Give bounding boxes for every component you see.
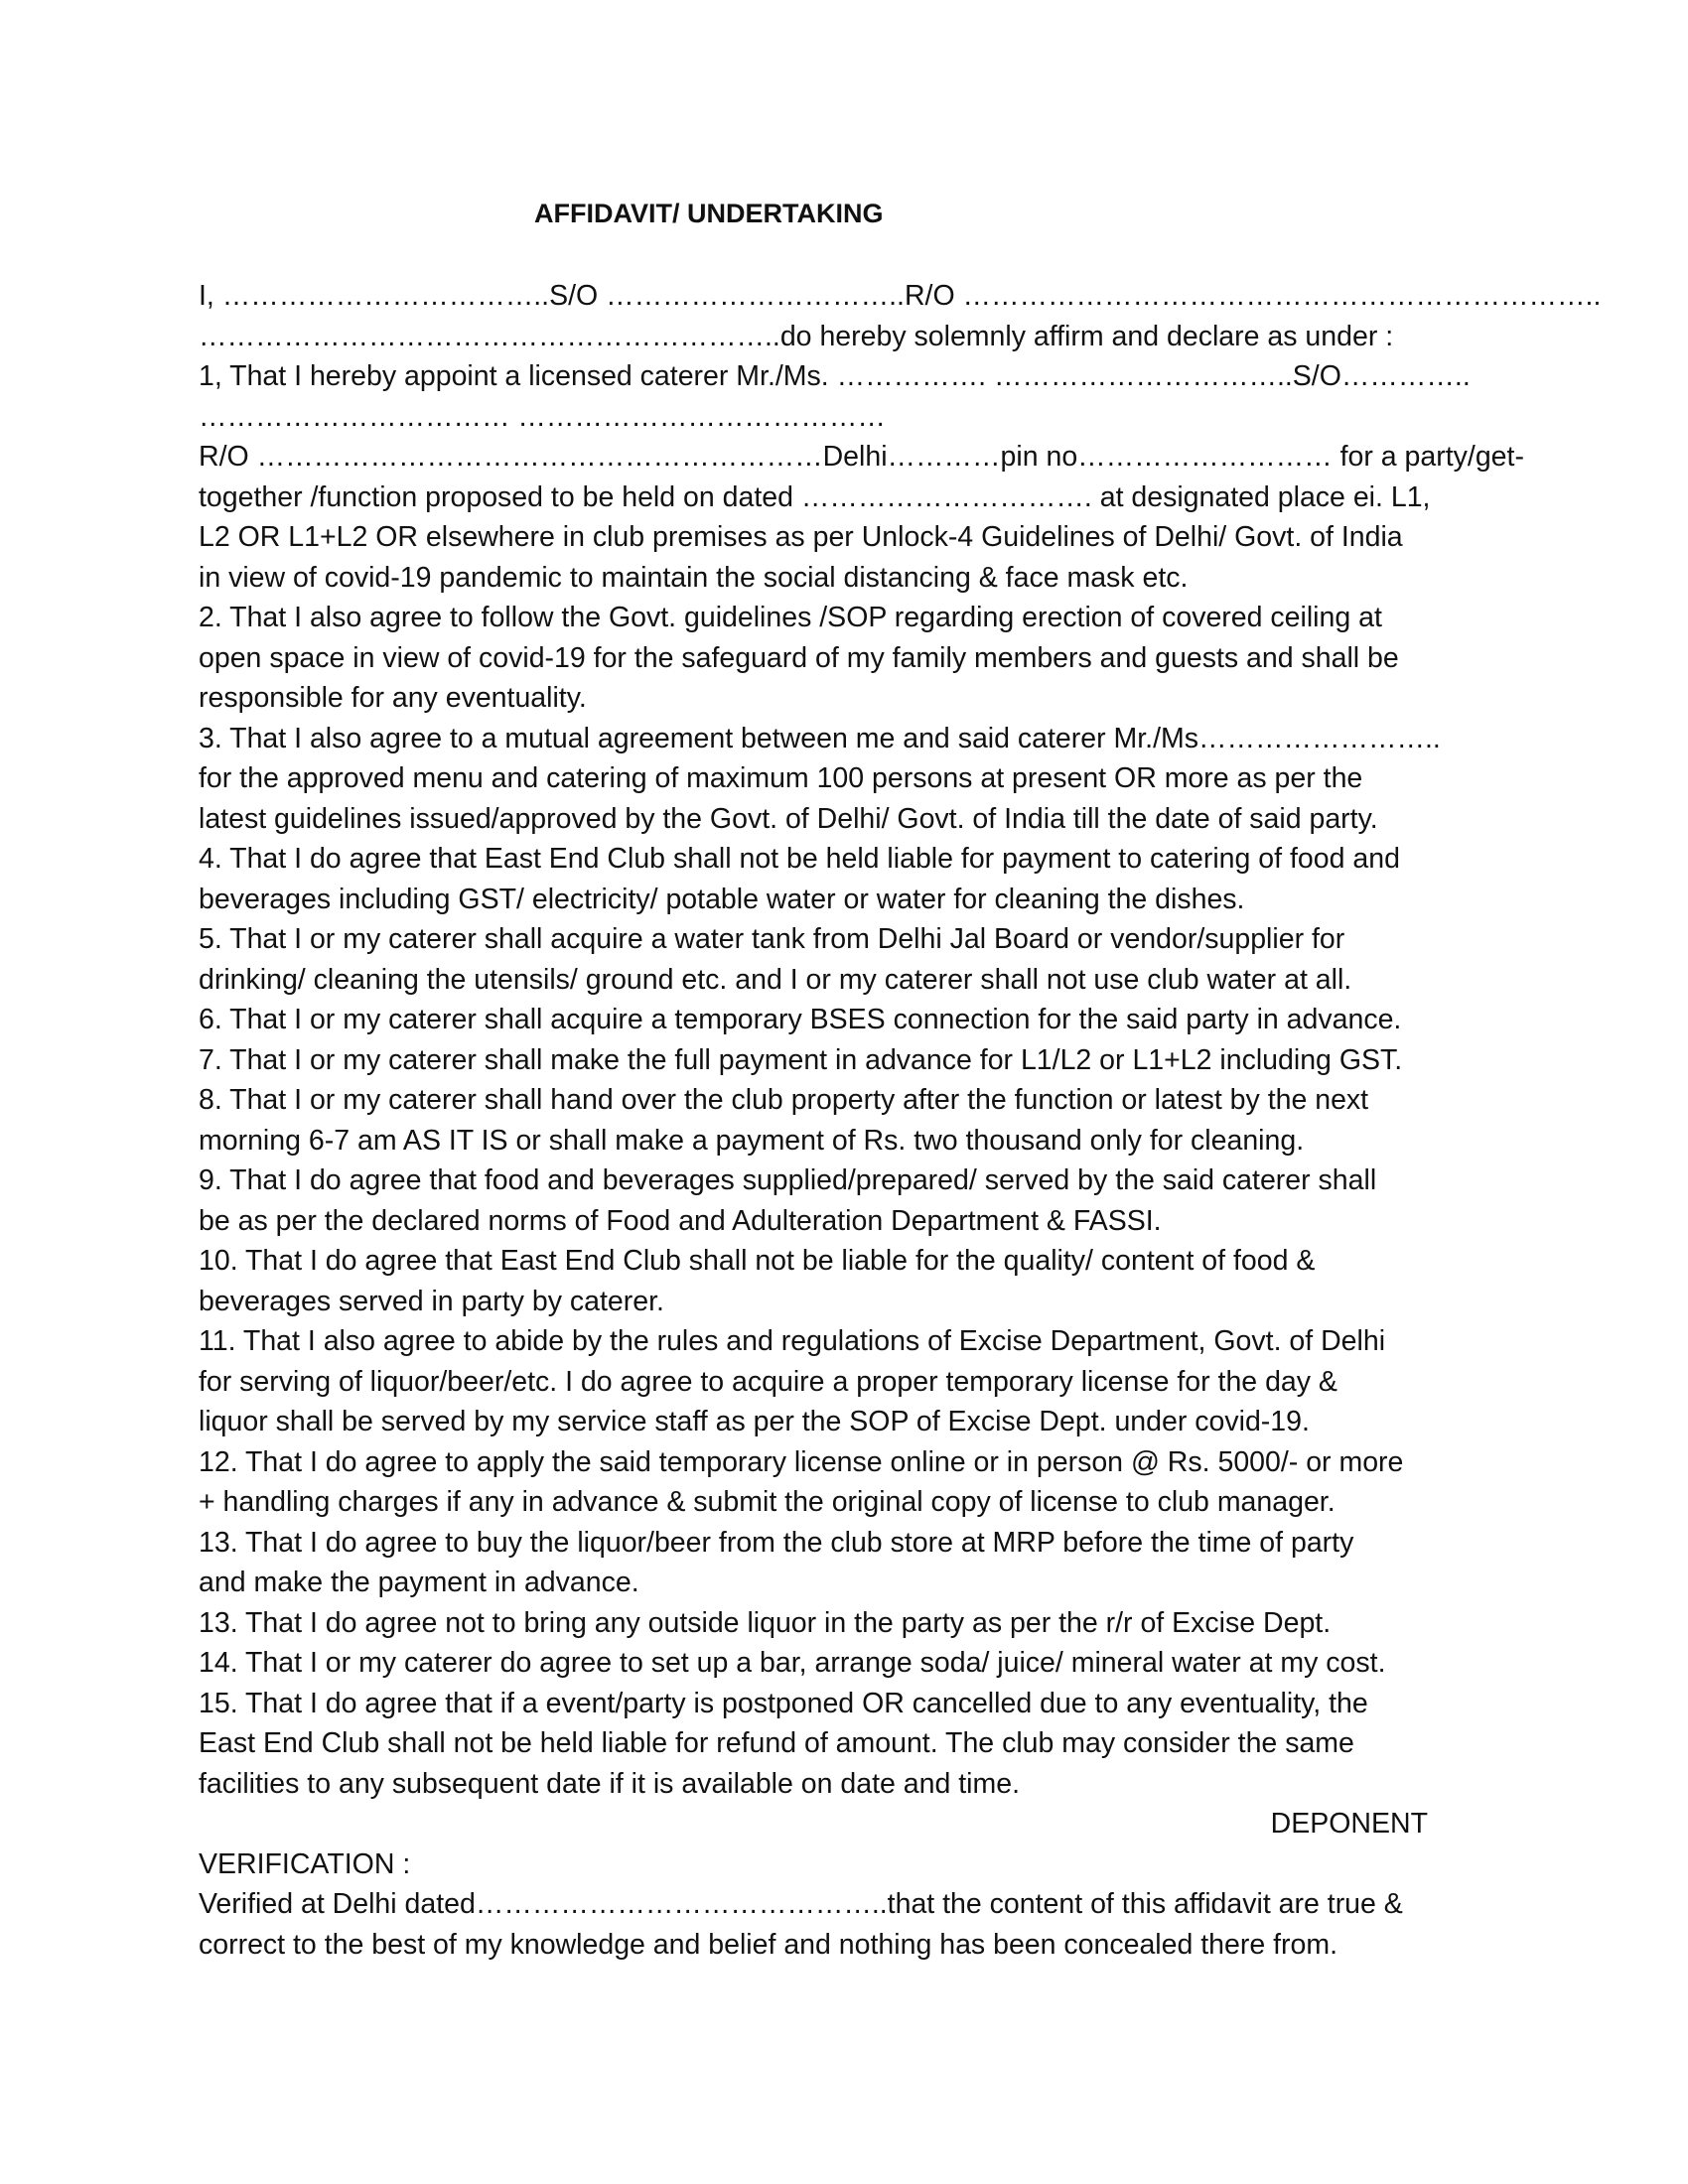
body-line: 3. That I also agree to a mutual agreement between me and said caterer Mr./Ms…………………….. — [199, 722, 1441, 754]
body-line: together /function proposed to be held on dated …………………………. at designated place ei. L1, — [199, 480, 1431, 513]
body-line: R/O ……………………………………………………Delhi…………pin no……………………… for a party/get- — [199, 441, 1524, 473]
body-line: L2 OR L1+L2 OR elsewhere in club premises as per Unlock-4 Guidelines of Delhi/ Govt. of India — [199, 521, 1403, 553]
body-line: liquor shall be served by my service staff as per the SOP of Excise Dept. under covid-19. — [199, 1406, 1310, 1437]
body-line: 8. That I or my caterer shall hand over the club property after the function or latest by the next — [199, 1084, 1369, 1116]
body-line: latest guidelines issued/approved by the Govt. of Delhi/ Govt. of India till the date of said party. — [199, 802, 1378, 835]
body-line: facilities to any subsequent date if it is available on date and time. — [199, 1767, 1021, 1800]
body-line: morning 6-7 am AS IT IS or shall make a payment of Rs. two thousand only for cleaning. — [199, 1124, 1305, 1157]
body-line: be as per the declared norms of Food and Adulteration Department & FASSI. — [199, 1204, 1162, 1237]
verification-line: Verified at Delhi dated……………………………………..that the content of this affidavit are true & — [199, 1888, 1403, 1920]
body-line: and make the payment in advance. — [199, 1567, 639, 1598]
document-title: AFFIDAVIT/ UNDERTAKING — [534, 199, 884, 228]
body-line: in view of covid-19 pandemic to maintain the social distancing & face mask etc. — [199, 561, 1189, 594]
deponent-label: DEPONENT — [1270, 1808, 1428, 1840]
body-line: 13. That I do agree not to bring any outside liquor in the party as per the r/r of Excise Dept. — [199, 1606, 1332, 1639]
body-line: 11. That I also agree to abide by the rules and regulations of Excise Department, Govt. of Delhi — [199, 1325, 1386, 1357]
body-line: 6. That I or my caterer shall acquire a temporary BSES connection for the said party in advance. — [199, 1004, 1402, 1035]
body-line: ……………………………………………………..do hereby solemnly affirm and declare as under : — [199, 320, 1394, 352]
verification-heading: VERIFICATION : — [199, 1847, 411, 1880]
body-line: 12. That I do agree to apply the said temporary license online or in person @ Rs. 5000/- or more — [199, 1445, 1404, 1478]
body-line: 4. That I do agree that East End Club shall not be held liable for payment to catering of food and — [199, 843, 1400, 875]
body-line: for the approved menu and catering of maximum 100 persons at present OR more as per the — [199, 762, 1363, 794]
body-line: 14. That I or my caterer do agree to set up a bar, arrange soda/ juice/ mineral water at my cost. — [199, 1647, 1386, 1679]
body-line: drinking/ cleaning the utensils/ ground etc. and I or my caterer shall not use club water at all. — [199, 963, 1352, 996]
body-line: …………………………… ………………………………… — [199, 400, 886, 433]
body-line: open space in view of covid-19 for the safeguard of my family members and guests and shall be — [199, 641, 1399, 674]
body-line: 15. That I do agree that if a event/party is postponed OR cancelled due to any eventuality, the — [199, 1687, 1368, 1719]
body-line: I, ……………………………..S/O …………………………..R/O ………………………………………………………….. — [199, 280, 1602, 312]
body-line: 1, That I hereby appoint a licensed caterer Mr./Ms. ……………. …………………………..S/O………….. — [199, 360, 1471, 392]
body-line: responsible for any eventuality. — [199, 682, 587, 714]
body-line: 2. That I also agree to follow the Govt. guidelines /SOP regarding erection of covered ceiling at — [199, 602, 1382, 633]
verification-line: correct to the best of my knowledge and belief and nothing has been concealed there from. — [199, 1928, 1338, 1961]
body-line: beverages served in party by caterer. — [199, 1285, 664, 1317]
body-line: 7. That I or my caterer shall make the full payment in advance for L1/L2 or L1+L2 including GST. — [199, 1043, 1403, 1076]
body-line: 5. That I or my caterer shall acquire a water tank from Delhi Jal Board or vendor/supplier for — [199, 923, 1345, 955]
body-line: + handling charges if any in advance & submit the original copy of license to club manager. — [199, 1486, 1336, 1518]
body-line: 9. That I do agree that food and beverages supplied/prepared/ served by the said caterer shall — [199, 1164, 1377, 1196]
body-line: 13. That I do agree to buy the liquor/beer from the club store at MRP before the time of party — [199, 1526, 1354, 1559]
body-line: East End Club shall not be held liable for refund of amount. The club may consider the same — [199, 1727, 1354, 1759]
body-line: 10. That I do agree that East End Club shall not be liable for the quality/ content of food & — [199, 1245, 1316, 1277]
affidavit-body — [199, 276, 1602, 1965]
body-line: for serving of liquor/beer/etc. I do agree to acquire a proper temporary license for the day & — [199, 1365, 1337, 1398]
body-line: beverages including GST/ electricity/ potable water or water for cleaning the dishes. — [199, 883, 1245, 915]
